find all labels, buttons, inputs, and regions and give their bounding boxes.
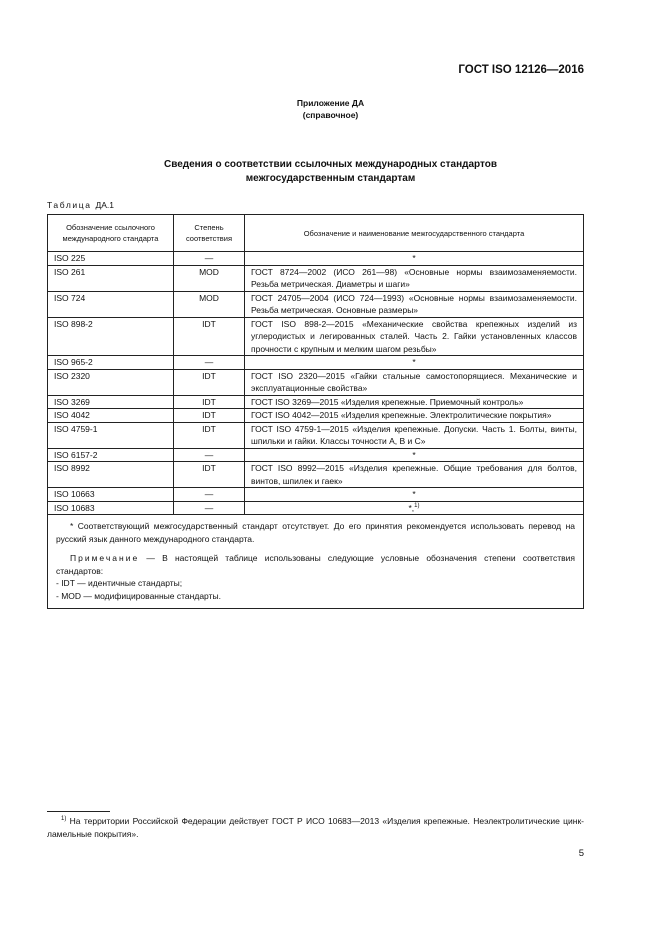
- cell-degree: —: [174, 488, 245, 502]
- table-caption-word: Таблица: [47, 200, 92, 210]
- cell-degree: IDT: [174, 462, 245, 488]
- table-notes: [48, 515, 584, 609]
- cell-standard: ISO 4042: [48, 409, 174, 423]
- cell-degree: —: [174, 448, 245, 462]
- cell-standard: ISO 8992: [48, 462, 174, 488]
- note-idt: - IDT — идентичные стандарты;: [56, 578, 183, 588]
- cell-gost: *: [245, 488, 584, 502]
- page-title: [0, 158, 661, 185]
- table-row: [48, 265, 584, 291]
- table-row: [48, 317, 584, 356]
- note-paragraph: [56, 552, 575, 577]
- cell-gost: ГОСТ ISO 2320—2015 «Гайки стальные самостопорящиеся. Механические и эксплуатационные свойства»: [245, 369, 584, 395]
- cell-degree: —: [174, 252, 245, 266]
- table-row: [48, 369, 584, 395]
- cell-gost-text: *,: [408, 502, 415, 513]
- cell-degree: IDT: [174, 395, 245, 409]
- cell-gost: ГОСТ 24705—2004 (ИСО 724—1993) «Основные нормы взаимозаменяемости. Резьба метрическая. Основные размеры»: [245, 291, 584, 317]
- cell-standard: ISO 261: [48, 265, 174, 291]
- table-row: [48, 291, 584, 317]
- table-row: [48, 356, 584, 370]
- cell-standard: ISO 10683: [48, 501, 174, 515]
- cell-gost: ГОСТ ISO 4042—2015 «Изделия крепежные. Электролитические покрытия»: [245, 409, 584, 423]
- cell-gost: ГОСТ ISO 4759-1—2015 «Изделия крепежные. Допуски. Часть 1. Болты, винты, шпильки и гайки. Классы точности A, B и C»: [245, 422, 584, 448]
- table-row: [48, 252, 584, 266]
- cell-standard: ISO 724: [48, 291, 174, 317]
- table-notes-row: [48, 515, 584, 609]
- table-row: [48, 501, 584, 515]
- table-row: [48, 448, 584, 462]
- cell-standard: ISO 6157-2: [48, 448, 174, 462]
- cell-gost: [245, 501, 584, 515]
- cell-gost: *: [245, 448, 584, 462]
- cell-standard: ISO 2320: [48, 369, 174, 395]
- title-line-2: межгосударственным стандартам: [245, 172, 416, 184]
- note-mod: - MOD — модифицированные стандарты.: [56, 590, 221, 601]
- cell-gost: ГОСТ ISO 8992—2015 «Изделия крепежные. Общие требования для болтов, винтов, шпилек и гаек»: [245, 462, 584, 488]
- cell-degree: —: [174, 501, 245, 515]
- appendix-heading: [0, 97, 661, 121]
- note-label: Примечание: [70, 553, 140, 563]
- table-row: [48, 409, 584, 423]
- appendix-subtitle: (справочное): [302, 110, 359, 120]
- footnote-mark: 1): [61, 816, 67, 822]
- table-row: [48, 422, 584, 448]
- cell-gost: ГОСТ 8724—2002 (ИСО 261—98) «Основные нормы взаимозаменяемости. Резьба метрическая. Диаметры и шаги»: [245, 265, 584, 291]
- cell-gost: *: [245, 356, 584, 370]
- star-note: * Соответствующий межгосударственный стандарт отсутствует. До его принятия рекомендуется использовать перевод на русский язык данного международного стандарта.: [56, 521, 575, 544]
- cell-degree: IDT: [174, 422, 245, 448]
- title-line-1: Сведения о соответствии ссылочных международных стандартов: [163, 159, 498, 170]
- correspondence-table: [47, 214, 584, 609]
- footnote: [47, 815, 584, 841]
- footnote-text: На территории Российской Федерации действует ГОСТ Р ИСО 10683—2013 «Изделия крепежные. Неэлектролитические цинк-ламельные покрытия».: [47, 816, 584, 839]
- table-row: [48, 488, 584, 502]
- header-degree: Степень соответствия: [174, 215, 245, 252]
- cell-degree: IDT: [174, 369, 245, 395]
- footnote-separator: [47, 811, 110, 812]
- table-caption-number: ДА.1: [95, 200, 115, 210]
- note-text: — В настоящей таблице использованы следующие условные обозначения степени соответствия стандартов:: [56, 553, 575, 576]
- cell-degree: IDT: [174, 317, 245, 356]
- cell-standard: ISO 225: [48, 252, 174, 266]
- cell-gost: ГОСТ ISO 3269—2015 «Изделия крепежные. Приемочный контроль»: [245, 395, 584, 409]
- cell-standard: ISO 3269: [48, 395, 174, 409]
- page-number: 5: [578, 848, 584, 859]
- footnote-marker: 1): [414, 502, 420, 509]
- table-row: [48, 395, 584, 409]
- cell-gost: *: [245, 252, 584, 266]
- table-header-row: [48, 215, 584, 252]
- table-caption: [47, 200, 114, 210]
- cell-gost: ГОСТ ISO 898-2—2015 «Механические свойства крепежных изделий из углеродистых и легированных сталей. Часть 2. Гайки установленных классов прочности с крупным и мелким шагом резьбы»: [245, 317, 584, 356]
- cell-degree: MOD: [174, 291, 245, 317]
- header-interstate-standard: Обозначение и наименование межгосударственного стандарта: [245, 215, 584, 252]
- header-reference-standard: Обозначение ссылочного международного стандарта: [48, 215, 174, 252]
- document-code: ГОСТ ISO 12126—2016: [458, 64, 584, 76]
- cell-degree: IDT: [174, 409, 245, 423]
- table-row: [48, 462, 584, 488]
- appendix-title: Приложение ДА: [296, 98, 365, 108]
- cell-degree: —: [174, 356, 245, 370]
- cell-standard: ISO 898-2: [48, 317, 174, 356]
- cell-degree: MOD: [174, 265, 245, 291]
- cell-standard: ISO 4759-1: [48, 422, 174, 448]
- cell-standard: ISO 10663: [48, 488, 174, 502]
- cell-standard: ISO 965-2: [48, 356, 174, 370]
